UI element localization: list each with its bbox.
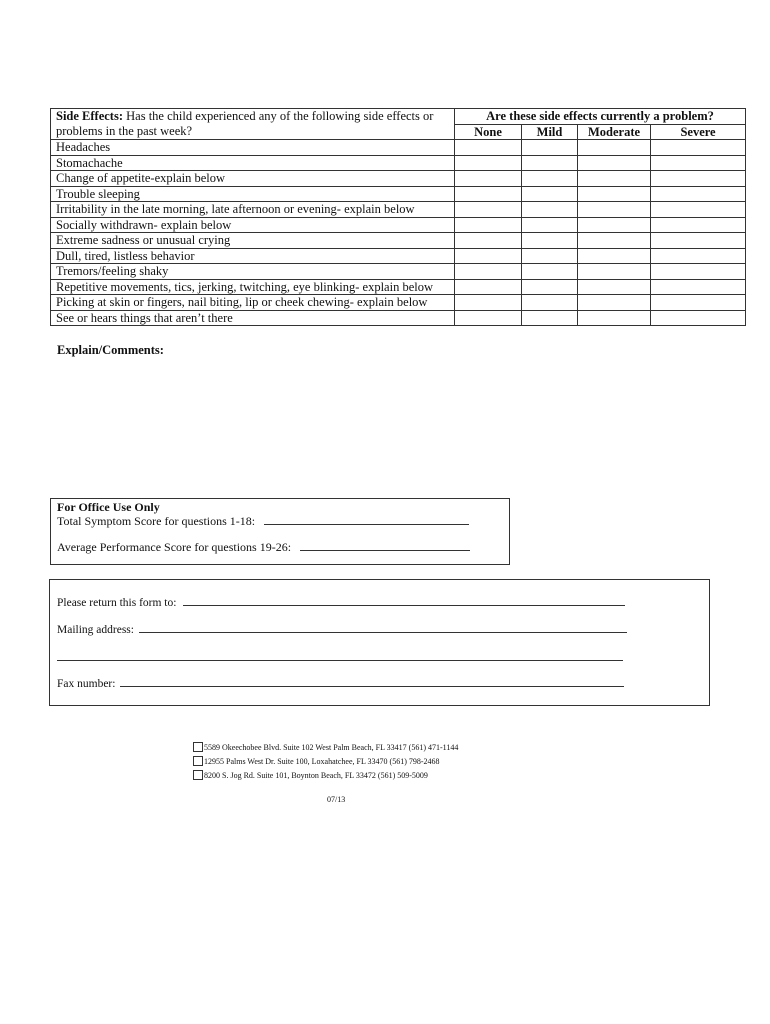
- average-performance-row: [57, 540, 503, 554]
- office-use-title: For Office Use Only: [57, 500, 160, 514]
- severity-severe-cell[interactable]: [651, 264, 746, 280]
- side-effect-label: See or hears things that aren’t there: [51, 310, 455, 326]
- side-effect-label: Change of appetite-explain below: [51, 171, 455, 187]
- severity-moderate-cell[interactable]: [578, 171, 651, 187]
- side-effect-label: Stomachache: [51, 155, 455, 171]
- return-to-row: [57, 595, 625, 609]
- severity-mild-cell[interactable]: [522, 140, 578, 156]
- severity-moderate-cell[interactable]: [578, 233, 651, 249]
- severity-moderate-cell[interactable]: [578, 295, 651, 311]
- severity-mild-cell[interactable]: [522, 217, 578, 233]
- side-effect-row: [51, 202, 746, 218]
- return-to-label: Please return this form to:: [57, 597, 177, 609]
- side-effect-row: [51, 217, 746, 233]
- fax-number-label: Fax number:: [57, 678, 116, 690]
- address-option-3: [193, 770, 428, 780]
- severity-none-cell[interactable]: [455, 248, 522, 264]
- severity-mild-cell[interactable]: [522, 310, 578, 326]
- severity-none-cell[interactable]: [455, 171, 522, 187]
- severity-none-cell[interactable]: [455, 264, 522, 280]
- severity-severe-cell[interactable]: [651, 155, 746, 171]
- severity-severe-cell[interactable]: [651, 140, 746, 156]
- severity-severe-header: Severe: [651, 124, 746, 140]
- side-effect-label: Irritability in the late morning, late afternoon or evening- explain below: [51, 202, 455, 218]
- side-effect-label: Socially withdrawn- explain below: [51, 217, 455, 233]
- side-effect-label: Picking at skin or fingers, nail biting, lip or cheek chewing- explain below: [51, 295, 455, 311]
- severity-mild-cell[interactable]: [522, 186, 578, 202]
- total-symptom-row: [57, 514, 503, 528]
- severity-mild-cell[interactable]: [522, 233, 578, 249]
- average-performance-label: Average Performance Score for questions 19-26:: [57, 540, 292, 554]
- severity-moderate-cell[interactable]: [578, 264, 651, 280]
- severity-moderate-cell[interactable]: [578, 186, 651, 202]
- severity-mild-cell[interactable]: [522, 279, 578, 295]
- severity-mild-cell[interactable]: [522, 295, 578, 311]
- severity-none-cell[interactable]: [455, 202, 522, 218]
- side-effects-question-line1: Side Effects: Has the child experienced any of the following side effects or: [51, 109, 455, 125]
- severity-severe-cell[interactable]: [651, 217, 746, 233]
- severity-none-cell[interactable]: [455, 295, 522, 311]
- severity-moderate-cell[interactable]: [578, 279, 651, 295]
- severity-none-cell[interactable]: [455, 310, 522, 326]
- severity-mild-cell[interactable]: [522, 264, 578, 280]
- severity-severe-cell[interactable]: [651, 248, 746, 264]
- side-effect-row: [51, 310, 746, 326]
- address-3-checkbox[interactable]: [193, 770, 203, 780]
- total-symptom-field[interactable]: [264, 514, 469, 525]
- side-effect-row: [51, 186, 746, 202]
- fax-number-field[interactable]: [120, 676, 624, 687]
- problem-header: Are these side effects currently a problem?: [455, 109, 746, 125]
- side-effect-row: [51, 279, 746, 295]
- severity-moderate-cell[interactable]: [578, 217, 651, 233]
- side-effects-table: [50, 108, 746, 326]
- side-effect-label: Headaches: [51, 140, 455, 156]
- return-form-box: [49, 579, 710, 706]
- mailing-address-row: [57, 622, 627, 636]
- severity-severe-cell[interactable]: [651, 171, 746, 187]
- severity-moderate-header: Moderate: [578, 124, 651, 140]
- address-3-text: 8200 S. Jog Rd. Suite 101, Boynton Beach, FL 33472 (561) 509-5009: [204, 770, 428, 780]
- explain-comments-label: Explain/Comments:: [57, 343, 164, 357]
- return-to-field[interactable]: [183, 595, 625, 606]
- severity-none-cell[interactable]: [455, 279, 522, 295]
- side-effect-label: Repetitive movements, tics, jerking, twitching, eye blinking- explain below: [51, 279, 455, 295]
- office-use-box: [50, 498, 510, 565]
- severity-moderate-cell[interactable]: [578, 248, 651, 264]
- severity-mild-cell[interactable]: [522, 202, 578, 218]
- side-effect-row: [51, 264, 746, 280]
- total-symptom-label: Total Symptom Score for questions 1-18:: [57, 514, 256, 528]
- side-effect-row: [51, 140, 746, 156]
- address-option-2: [193, 756, 440, 766]
- severity-none-cell[interactable]: [455, 140, 522, 156]
- severity-severe-cell[interactable]: [651, 233, 746, 249]
- side-effect-row: [51, 295, 746, 311]
- severity-severe-cell[interactable]: [651, 202, 746, 218]
- side-effect-label: Dull, tired, listless behavior: [51, 248, 455, 264]
- severity-mild-cell[interactable]: [522, 171, 578, 187]
- side-effect-label: Trouble sleeping: [51, 186, 455, 202]
- side-effects-question-line2: problems in the past week?: [51, 124, 455, 140]
- severity-none-cell[interactable]: [455, 155, 522, 171]
- average-performance-field[interactable]: [300, 540, 470, 551]
- severity-severe-cell[interactable]: [651, 279, 746, 295]
- mailing-address-field[interactable]: [139, 622, 627, 633]
- severity-mild-header: Mild: [522, 124, 578, 140]
- side-effect-label: Tremors/feeling shaky: [51, 264, 455, 280]
- side-effect-row: [51, 248, 746, 264]
- side-effect-row: [51, 233, 746, 249]
- severity-mild-cell[interactable]: [522, 248, 578, 264]
- severity-none-cell[interactable]: [455, 233, 522, 249]
- address-1-checkbox[interactable]: [193, 742, 203, 752]
- side-effect-label: Extreme sadness or unusual crying: [51, 233, 455, 249]
- severity-moderate-cell[interactable]: [578, 140, 651, 156]
- severity-none-cell[interactable]: [455, 217, 522, 233]
- severity-severe-cell[interactable]: [651, 295, 746, 311]
- side-effect-row: [51, 155, 746, 171]
- severity-none-cell[interactable]: [455, 186, 522, 202]
- severity-severe-cell[interactable]: [651, 186, 746, 202]
- severity-moderate-cell[interactable]: [578, 202, 651, 218]
- revision-date: 07/13: [327, 795, 346, 804]
- severity-moderate-cell[interactable]: [578, 155, 651, 171]
- mailing-address-field-2[interactable]: [57, 650, 623, 661]
- side-effect-row: [51, 171, 746, 187]
- mailing-address-row-2: [57, 650, 623, 664]
- address-2-checkbox[interactable]: [193, 756, 203, 766]
- severity-mild-cell[interactable]: [522, 155, 578, 171]
- address-1-text: 5589 Okeechobee Blvd. Suite 102 West Palm Beach, FL 33417 (561) 471-1144: [204, 742, 459, 752]
- mailing-address-label: Mailing address:: [57, 624, 134, 636]
- fax-number-row: [57, 676, 624, 690]
- address-option-1: [193, 742, 458, 752]
- severity-severe-cell[interactable]: [651, 310, 746, 326]
- severity-none-header: None: [455, 124, 522, 140]
- address-2-text: 12955 Palms West Dr. Suite 100, Loxahatchee, FL 33470 (561) 798-2468: [204, 756, 440, 766]
- severity-moderate-cell[interactable]: [578, 310, 651, 326]
